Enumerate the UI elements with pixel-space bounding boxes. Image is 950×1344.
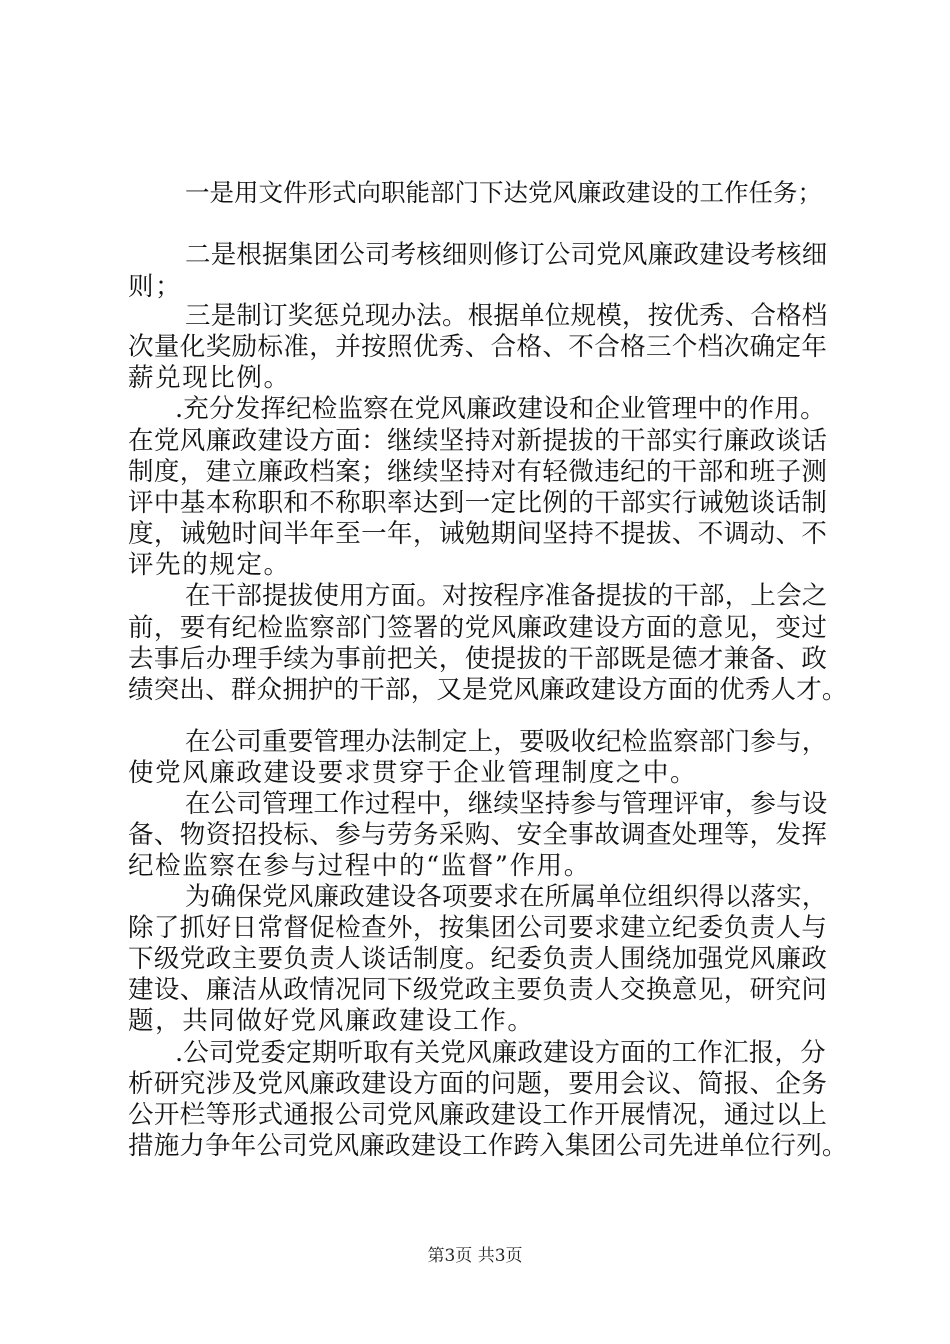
paragraph-line: .充分发挥纪检监察在党风廉政建设和企业管理中的作用。 (175, 394, 826, 424)
paragraph-line: 前，要有纪检监察部门签署的党风廉政建设方面的意见，变过 (128, 613, 828, 643)
paragraph-line: .公司党委定期听取有关党风廉政建设方面的工作汇报，分 (175, 1038, 826, 1068)
paragraph-line: 在干部提拔使用方面。对按程序准备提拔的干部，上会之 (185, 581, 828, 611)
paragraph-line: 薪兑现比例。 (128, 363, 291, 393)
paragraph-line: 评中基本称职和不称职率达到一定比例的干部实行诫勉谈话制 (128, 488, 828, 518)
page-number-footer: 第3页 共3页 (427, 1246, 523, 1266)
paragraph-line: 题，共同做好党风廉政建设工作。 (128, 1006, 535, 1036)
paragraph-line: 纪检监察在参与过程中的“监督”作用。 (128, 851, 591, 881)
paragraph-line: 措施力争年公司党风廉政建设工作跨入集团公司先进单位行列。 (128, 1131, 848, 1161)
paragraph-line: 评先的规定。 (128, 550, 291, 580)
paragraph-line: 为确保党风廉政建设各项要求在所属单位组织得以落实， (185, 882, 828, 912)
paragraph-line: 一是用文件形式向职能部门下达党风廉政建设的工作任务； (185, 178, 822, 207)
paragraph-line: 二是根据集团公司考核细则修订公司党风廉政建设考核细 (185, 240, 828, 270)
paragraph-line: 在公司管理工作过程中，继续坚持参与管理评审，参与设 (185, 789, 828, 819)
paragraph-line: 析研究涉及党风廉政建设方面的问题，要用会议、简报、企务 (128, 1069, 828, 1099)
paragraph-line: 除了抓好日常督促检查外，按集团公司要求建立纪委负责人与 (128, 913, 828, 943)
paragraph-line: 公开栏等形式通报公司党风廉政建设工作开展情况，通过以上 (128, 1100, 828, 1130)
paragraph-line: 备、物资招投标、参与劳务采购、安全事故调查处理等，发挥 (128, 820, 828, 850)
paragraph-line: 在党风廉政建设方面：继续坚持对新提拔的干部实行廉政谈话 (128, 426, 828, 456)
paragraph-line: 制度，建立廉政档案；继续坚持对有轻微违纪的干部和班子测 (128, 457, 828, 487)
paragraph-line: 下级党政主要负责人谈话制度。纪委负责人围绕加强党风廉政 (128, 944, 828, 974)
paragraph-line: 则； (128, 272, 183, 302)
paragraph-line: 使党风廉政建设要求贯穿于企业管理制度之中。 (128, 758, 698, 788)
paragraph-line: 三是制订奖惩兑现办法。根据单位规模，按优秀、合格档 (185, 301, 828, 331)
paragraph-line: 在公司重要管理办法制定上，要吸收纪检监察部门参与， (185, 727, 828, 757)
paragraph-line: 绩突出、群众拥护的干部，又是党风廉政建设方面的优秀人才。 (128, 675, 848, 705)
paragraph-line: 去事后办理手续为事前把关，使提拔的干部既是德才兼备、政 (128, 644, 828, 674)
paragraph-line: 建设、廉洁从政情况同下级党政主要负责人交换意见，研究问 (128, 975, 828, 1005)
paragraph-line: 度，诫勉时间半年至一年，诫勉期间坚持不提拔、不调动、不 (128, 519, 828, 549)
paragraph-line: 次量化奖励标准，并按照优秀、合格、不合格三个档次确定年 (128, 332, 828, 362)
